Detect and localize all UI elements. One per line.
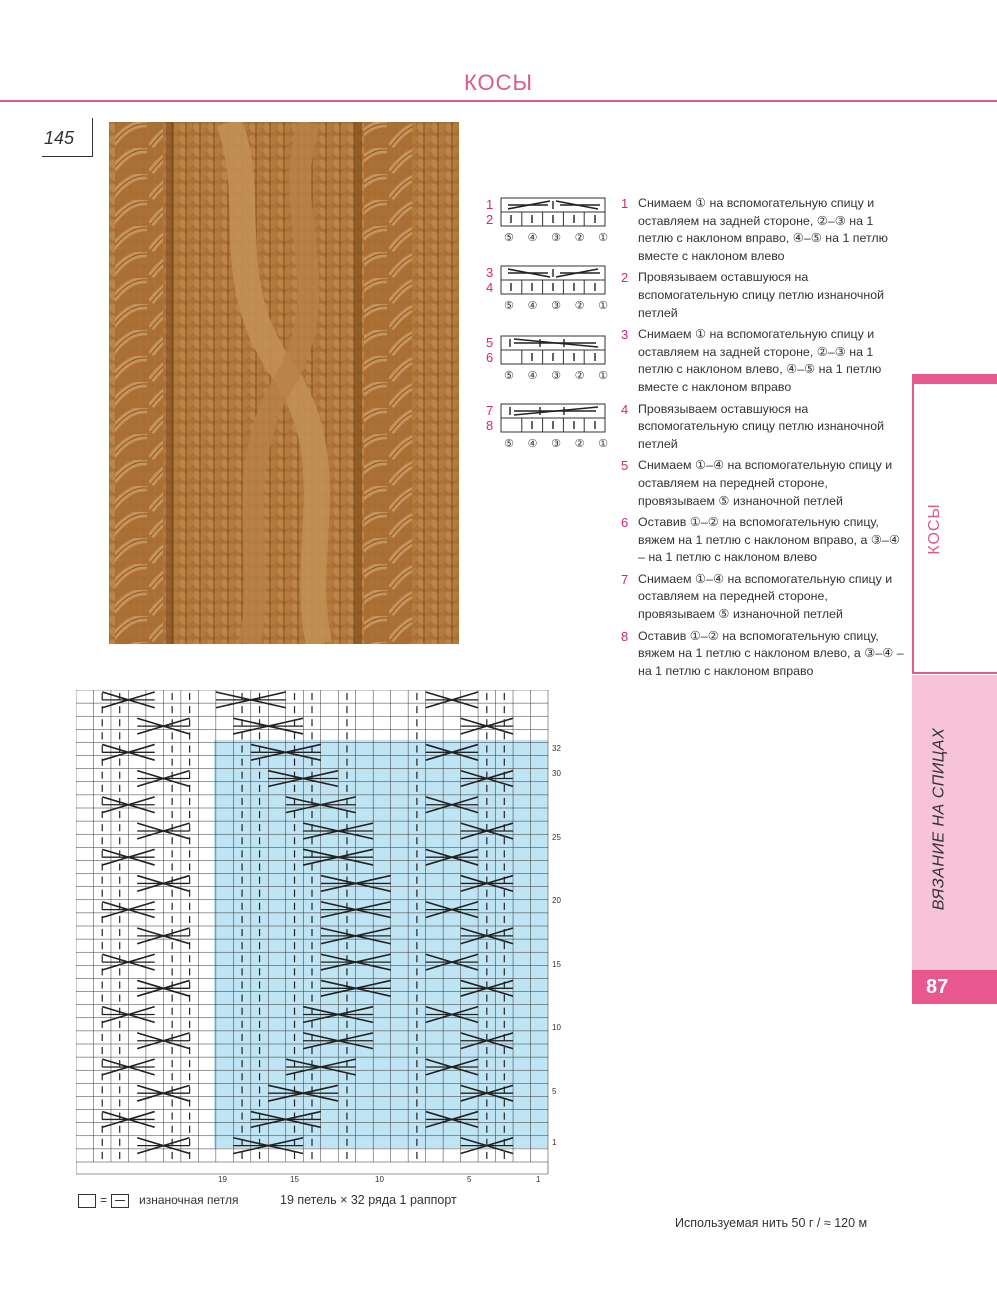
row-label: 1: [552, 1138, 557, 1147]
legend-empty-cell: [78, 1194, 96, 1208]
instruction-item: [621, 269, 906, 322]
instruction-item: [621, 571, 906, 624]
instruction-text: Оставив ①–② на вспомогательную спицу, вяжем на 1 петлю с наклоном вправо, а ③–④ – на 1 петлю с наклоном влево: [638, 515, 900, 565]
stitch-number: ④: [527, 438, 538, 450]
row-label: 30: [552, 769, 561, 778]
legend-dash-cell: [111, 1194, 129, 1208]
page-header-title: КОСЫ: [463, 70, 534, 95]
pattern-number: 145: [44, 128, 75, 148]
chart-row-labels: [552, 744, 561, 1147]
yarn-info: Используемая нить 50 г / ≈ 120 м: [675, 1216, 868, 1230]
knitting-chart: [76, 690, 568, 1186]
stitch-number: ③: [551, 438, 561, 450]
stitch-number: ②: [574, 232, 585, 244]
chart-column-labels: [218, 1175, 541, 1184]
stitch-number: ①: [598, 232, 608, 244]
column-label: 19: [218, 1175, 227, 1184]
row-label: 25: [552, 833, 561, 842]
stitch-number: ①: [598, 438, 608, 450]
legend-equals: =: [100, 1193, 108, 1207]
stitch-number: ③: [551, 370, 561, 382]
instruction-item: [621, 514, 906, 567]
instruction-text: Снимаем ①–④ на вспомогательную спицу и оставляем на передней стороне, провязываем ⑤ изнаночной петлей: [638, 458, 893, 508]
stitch-number: ②: [574, 300, 585, 312]
instruction-number: 6: [621, 515, 629, 531]
row-label: 15: [552, 960, 561, 969]
instruction-number: 2: [621, 270, 629, 286]
repeat-info: 19 петель × 32 ряда 1 раппорт: [280, 1193, 457, 1207]
mini-diagram-grid: [500, 403, 606, 435]
mini-row-number: 5: [486, 335, 494, 350]
instruction-text: Провязываем оставшуюся на вспомогательную спицу петлю изнаночной петлей: [638, 270, 885, 320]
stitch-number: ①: [598, 300, 608, 312]
stitch-number: ⑤: [504, 300, 514, 312]
instruction-item: [621, 457, 906, 510]
page-number-box: [912, 970, 997, 1004]
mini-diagram-grid: [500, 335, 606, 367]
instruction-number: 8: [621, 628, 629, 644]
stitch-number: ①: [598, 370, 608, 382]
chart-repeat-highlight: [214, 740, 548, 1148]
mini-diagram-grid: [500, 197, 606, 229]
mini-diagram-rows-1-2: [484, 197, 608, 247]
column-label: 5: [467, 1175, 472, 1184]
side-tab-label-text: КОСЫ: [926, 503, 943, 555]
instruction-text: Снимаем ① на вспомогательную спицу и оставляем на задней стороне, ②–③ на 1 петлю с наклоном влево, ④–⑤ на 1 петлю вместе с наклоном вправо: [638, 327, 882, 394]
stitch-number: ③: [551, 232, 561, 244]
row-label: 10: [552, 1023, 561, 1032]
column-label: 10: [375, 1175, 384, 1184]
mini-diagram-rows-3-4: [484, 265, 608, 315]
stitch-number: ④: [527, 232, 538, 244]
page-number: 87: [926, 976, 949, 998]
knit-swatch-photo: [109, 122, 459, 644]
stitch-number: ③: [551, 300, 561, 312]
mini-row-number: 7: [486, 403, 494, 418]
legend-text: изнаночная петля: [139, 1193, 239, 1207]
chart-legend: [78, 1193, 238, 1208]
instruction-number: 4: [621, 401, 629, 417]
mini-diagram-rows-5-6: [484, 335, 608, 385]
instruction-text: Снимаем ① на вспомогательную спицу и оставляем на задней стороне, ②–③ на 1 петлю с наклоном вправо, ④–⑤ на 1 петлю вместе с наклоном влево: [638, 196, 888, 263]
stitch-number: ⑤: [504, 232, 514, 244]
side-band-book-title: [912, 675, 962, 970]
instruction-number: 1: [621, 196, 629, 211]
instruction-number: 3: [621, 327, 629, 343]
side-tab-accent: [912, 374, 997, 384]
column-label: 1: [536, 1175, 541, 1184]
instruction-item: [621, 628, 906, 681]
mini-row-number: 3: [486, 265, 494, 280]
instruction-number: 7: [621, 571, 629, 587]
row-label: 20: [552, 896, 561, 905]
row-label: 32: [552, 744, 561, 753]
side-tab-section-label: [915, 480, 955, 580]
stitch-number: ④: [527, 370, 538, 382]
mini-row-number: 8: [486, 418, 494, 433]
row-label: 5: [552, 1087, 557, 1096]
instruction-text: Провязываем оставшуюся на вспомогательную спицу петлю изнаночной петлей: [638, 401, 885, 451]
instruction-text: Оставив ①–② на вспомогательную спицу, вяжем на 1 петлю с наклоном влево, а ③–④ – на 1 петлю с наклоном вправо: [638, 628, 904, 678]
instruction-number: 5: [621, 458, 629, 474]
side-band-label-text: ВЯЗАНИЕ НА СПИЦАХ: [930, 727, 948, 911]
stitch-number: ②: [574, 438, 585, 450]
stitch-number: ④: [527, 300, 538, 312]
header-rule: [0, 100, 997, 102]
instruction-item: [621, 401, 906, 454]
instruction-list: [621, 195, 906, 684]
mini-row-number: 4: [486, 280, 494, 295]
instruction-item: [621, 195, 906, 265]
mini-row-number: 2: [486, 212, 494, 227]
mini-row-number: 1: [486, 197, 494, 212]
stitch-number: ②: [574, 370, 585, 382]
mini-diagram-grid: [500, 265, 606, 297]
mini-diagram-rows-7-8: [484, 403, 608, 453]
column-label: 15: [290, 1175, 299, 1184]
stitch-number: ⑤: [504, 370, 514, 382]
instruction-text: Снимаем ①–④ на вспомогательную спицу и оставляем на передней стороне, провязываем ⑤ изнаночной петлей: [638, 571, 893, 622]
mini-row-number: 6: [486, 350, 494, 365]
instruction-item: [621, 326, 906, 396]
stitch-number: ⑤: [504, 438, 514, 450]
